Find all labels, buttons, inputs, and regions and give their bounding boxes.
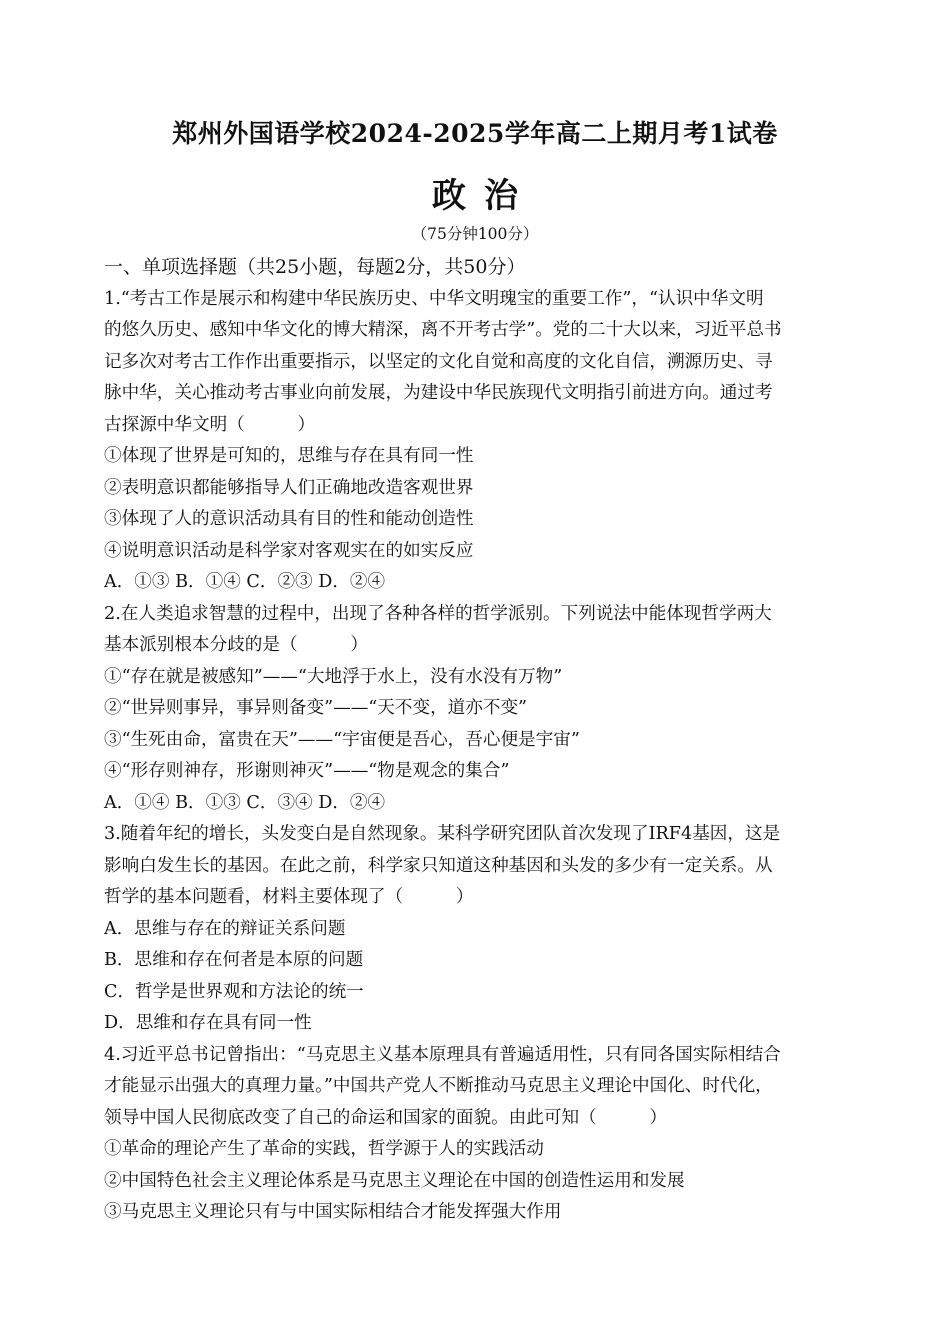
statement-item: ②表明意识都能够指导人们正确地改造客观世界: [104, 477, 474, 498]
statement-item: ④说明意识活动是科学家对客观实在的如实反应: [104, 540, 474, 561]
question-stem-line: 1.“考古工作是展示和构建中华民族历史、中华文明瑰宝的重要工作”，“认识中华文明: [104, 288, 764, 309]
question-stem-line: 2.在人类追求智慧的过程中，出现了各种各样的哲学派别。下列说法中能体现哲学两大: [104, 603, 772, 624]
exam-content: [104, 252, 864, 1229]
question-4: [104, 1040, 864, 1229]
answer-options: A．①③ B．①④ C．②③ D．②④: [104, 572, 386, 592]
question-1: [104, 284, 864, 599]
statement-item: ③马克思主义理论只有与中国实际相结合才能发挥强大作用: [104, 1202, 562, 1222]
statement-item: ③体现了人的意识活动具有目的性和能动创造性: [104, 509, 474, 529]
question-stem-line: 记多次对考古工作作出重要指示，以坚定的文化自觉和高度的文化自信，溯源历史、寻: [104, 351, 773, 372]
question-3: [104, 819, 864, 1040]
subject-char-1: 政: [432, 176, 466, 216]
subject-title: [0, 168, 950, 217]
statement-item: ②“世异则事异，事异则备变”——“天不变，道亦不变”: [104, 698, 528, 718]
question-2: [104, 599, 864, 820]
exam-duration: （75分钟100分）: [411, 225, 539, 243]
statement-item: ④“形存则神存，形谢则神灭”——“物是观念的集合”: [104, 761, 510, 781]
question-stem-line: 3.随着年纪的增长，头发变白是自然现象。某科学研究团队首次发现了IRF4基因，这是: [104, 824, 781, 844]
question-stem-line: 4.习近平总书记曾指出：“马克思主义基本原理具有普遍适用性，只有同各国实际相结合: [104, 1044, 781, 1065]
question-stem-line: 古探源中华文明（ ）: [104, 414, 316, 435]
statement-item: ①“存在就是被感知”——“大地浮于水上，没有水没有万物”: [104, 666, 563, 687]
question-stem-line: 领导中国人民彻底改变了自己的命运和国家的面貌。由此可知（ ）: [104, 1107, 668, 1128]
statement-item: ①体现了世界是可知的，思维与存在具有同一性: [104, 446, 474, 466]
answer-choice: B．思维和存在何者是本原的问题: [104, 950, 364, 970]
statement-item: ②中国特色社会主义理论体系是马克思主义理论在中国的创造性运用和发展: [104, 1170, 685, 1191]
question-stem-line: 哲学的基本问题看，材料主要体现了（ ）: [104, 887, 474, 907]
answer-choice: A．思维与存在的辩证关系问题: [104, 918, 346, 939]
question-stem-line: 的悠久历史、感知中华文化的博大精深，离不开考古学”。党的二十大以来，习近平总书: [104, 320, 782, 340]
question-stem-line: 基本派别根本分歧的是（ ）: [104, 635, 368, 655]
answer-choice: D．思维和存在具有同一性: [104, 1013, 312, 1033]
answer-choice: C．哲学是世界观和方法论的统一: [104, 981, 364, 1002]
answer-options: A．①④ B．①③ C．③④ D．②④: [104, 792, 386, 813]
question-stem-line: 影响白发生长的基因。在此之前，科学家只知道这种基因和头发的多少有一定关系。从: [104, 855, 773, 876]
section-heading: 一、单项选择题（共25小题，每题2分，共50分）: [104, 256, 526, 278]
question-stem-line: 才能显示出强大的真理力量。”中国共产党人不断推动马克思主义理论中国化、时代化，: [104, 1076, 773, 1096]
exam-title: 郑州外国语学校2024-2025学年高二上期月考1试卷: [172, 119, 778, 148]
subject-char-2: 治: [484, 176, 518, 216]
question-stem-line: 脉中华，关心推动考古事业向前发展，为建设中华民族现代文明指引前进方向。通过考: [104, 383, 773, 403]
statement-item: ③“生死由命，富贵在天”——“宇宙便是吾心，吾心便是宇宙”: [104, 729, 580, 750]
statement-item: ①革命的理论产生了革命的实践，哲学源于人的实践活动: [104, 1139, 544, 1159]
